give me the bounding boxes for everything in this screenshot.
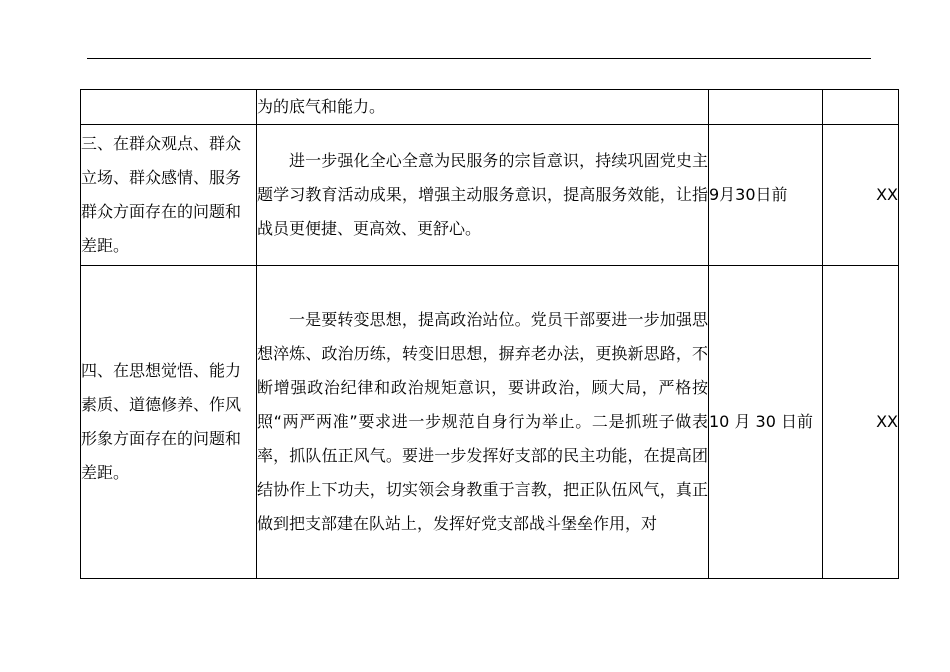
deadline-cell — [709, 90, 823, 125]
owner-cell: XX — [823, 266, 899, 579]
owner-cell — [823, 90, 899, 125]
issue-cell — [81, 90, 257, 125]
header-rule — [87, 58, 871, 59]
rectification-table — [80, 89, 899, 579]
deadline-cell: 10 月 30 日前 — [709, 266, 823, 579]
owner-cell: XX — [823, 125, 899, 266]
table-row — [81, 266, 899, 579]
measure-cell — [257, 266, 709, 579]
deadline-cell: 9月30日前 — [709, 125, 823, 266]
measure-cell: 为的底气和能力。 — [257, 90, 709, 125]
measure-text: 一是要转变思想，提高政治站位。党员干部要进一步加强思想淬炼、政治历练，转变旧思想，摒弃老办法，更换新思路，不断增强政治纪律和政治规矩意识，要讲政治，顾大局，严格按照“两严两准”要求进一步规范自身行为举止。二是抓班子做表率，抓队伍正风气。要进一步发挥好支部的民主功能，在提高团结协作上下功夫，切实领会身教重于言教，把正队伍风气，真正做到把支部建在队站上，发挥好党支部战斗堡垒作用，对 — [257, 310, 708, 533]
measure-text: 进一步强化全心全意为民服务的宗旨意识，持续巩固党史主题学习教育活动成果，增强主动服务意识，提高服务效能，让指战员更便捷、更高效、更舒心。 — [257, 151, 708, 238]
issue-cell: 三、在群众观点、群众立场、群众感情、服务群众方面存在的问题和差距。 — [81, 125, 257, 266]
issue-cell: 四、在思想觉悟、能力素质、道德修养、作风形象方面存在的问题和差距。 — [81, 266, 257, 579]
table-row — [81, 125, 899, 266]
measure-cell — [257, 125, 709, 266]
table-row-continued — [81, 90, 899, 125]
